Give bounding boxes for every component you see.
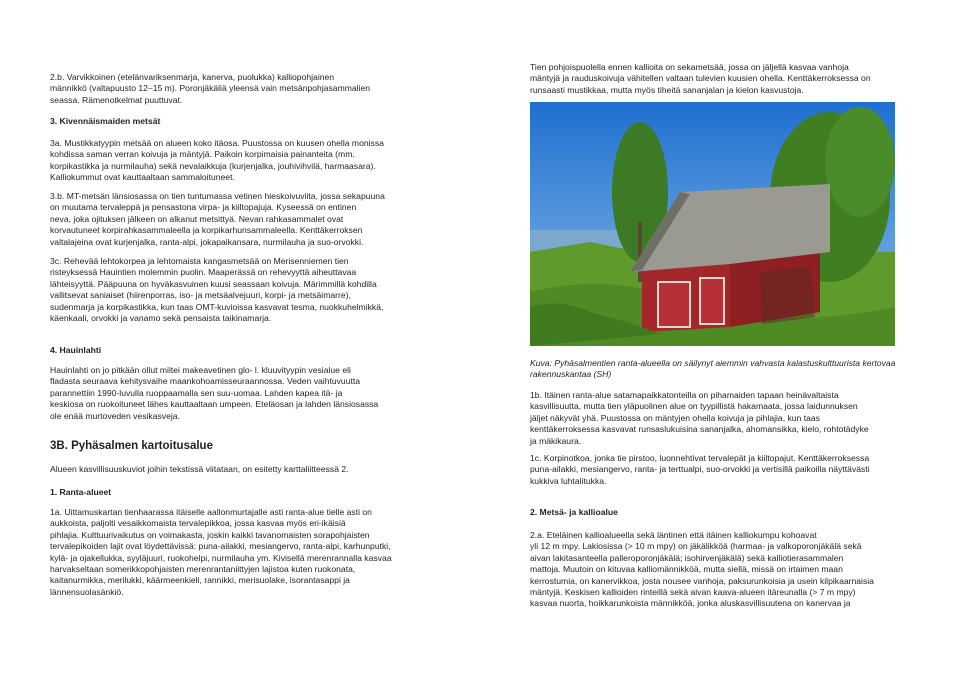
paragraph-3c: 3c. Rehevää lehtokorpea ja lehtomaista kangasmetsää on Merisenniemen tien risteyksessä Hauintien molemmin puolin. Maaperässä on rehevyyttä aiheuttavaa lähteisyyttä. Pääpuuna on hyväkasvuinen kuusi seassaan koivuja. Märimmillä kohdilla vallitsevat saniaiset (hiirenporras, iso- ja metsäalvejuuri, korpi- ja metsäimarre), sudenmarja ja korpikastikka, kun taas OMT-kuvioissa kasvavat tesma, nuokkuhelmikkä, käenkaali, orvokki ja vanamo sekä pensaista taikinamarja. — [50, 256, 384, 324]
paragraph-intro: Alueen kasvillisuuskuviot joihin tekstissä viitataan, on esitetty karttaliitteessä 2. — [50, 464, 349, 474]
paragraph-3b: 3.b. MT-metsän länsiosassa on tien tuntumassa vetinen hieskoivuviita, jossa sekapuuna on muutama tervaleppä ja pensastona virpa- ja kiiltopajuja. Kyseessä on entinen neva, joka ojituksen jälkeen on alkanut metsittyä. Nevan rahkasammalet ovat korvautuneet korpirahkasammaleella ja korpikarhunsammaleella. Kenttäkerroksen valtalajeina ovat kurjenjalka, ranta-alpi, jokapaikansara, nurmilauha ja suo-orvokki. — [50, 191, 385, 247]
paragraph-1c: 1c. Korpinotkoa, jonka tie pirstoo, luonnehtivat tervalepät ja kiiltopajut. Kenttäkerroksessa puna-ailakki, mesiangervo, ranta- ja terttualpi, suo-orvokki ja vertisillä paikoilla näyttävästi kukkiva luhtalitukka. — [530, 453, 870, 486]
paragraph-top: Tien pohjoispuolella ennen kallioita on sekametsää, jossa on jäljellä kasvaa vanhoja mäntyjä ja rauduskoivuja vähitellen valtaan tulevien kuusien ohella. Kenttäkerroksessa on runsaasti mustikkaa, mutta myös tiheitä sananjalan ja kielon kasvustoja. — [530, 62, 871, 95]
heading-hauinlahti: 4. Hauinlahti — [50, 345, 102, 355]
paragraph-3a: 3a. Mustikkatyypin metsää on alueen koko itäosa. Puustossa on kuusen ohella monissa kohdissa saman verran koivuja ja mäntyjä. Paikoin korpimaisia painanteita (mm. korpikastikka ja nurmilauha) sekä nevalaikkuja (kurjenjalka, jouhivihvilä, harmaasara). Kalliokummut ovat kauttaaltaan sammaloituneet. — [50, 138, 384, 183]
photo-caption: Kuva: Pyhäsalmentien ranta-alueella on säilynyt aiemmin vahvasta kalastuskulttuurista kertovaa rakennuskantaa (SH) — [530, 358, 896, 380]
boathouse-photo — [530, 102, 895, 346]
paragraph-1b: 1b. Itäinen ranta-alue satamapaikkatonteilla on pihamaiden tapaan heinävaltaista kasvillisuutta, mutta tien yläpuolinen alue on tyypillistä hakamaata, jossa laidunnuksen jäljet näkyvät yhä. Puustossa on mäntyjen ohella koivuja ja pihlajia, kun taas kenttäkerroksessa kasvavat runsaslukuisina sananjalka, ahomansikka, kielo, rohtotädyke ja mäkikaura. — [530, 390, 869, 446]
paragraph-2b: 2.b. Varvikkoinen (etelänvariksenmarja, kanerva, puolukka) kalliopohjainen männikkö (valtapuusto 12–15 m). Poronjäkäliä yleensä vain metsänpohjasammalien seassa. Rämenotkelmat puuttuvat. — [50, 72, 371, 105]
boathouse-door — [658, 282, 690, 327]
heading-ranta-alueet: 1. Ranta-alueet — [50, 487, 112, 497]
heading-kivennaismaiden-metsat: 3. Kivennäismaiden metsät — [50, 116, 161, 126]
paragraph-1a: 1a. Uittamuskartan tienhaarassa itäiselle aallonmurtajalle asti ranta-alue tielle asti on aukkoista, paljolti vesaikkomaista tervalepikkoa, jossa kasvaa myös eri-ikäisiä pihlajia. Kulttuurivaikutus on voimakasta, joskin kaikki tavanomaisten sorapohjaisten tervalepikoiden lajit ovat löydettävissä: puna-ailakki, mesiangervo, ranta-alpi, karhunputki, kylä- ja ojakellukka, syyläjuuri, ruokohelpi, nurmilauha ym. Kivisellä merenrannalla kasvaa harvakseltaan somerikkopohjaisten merenrantaniittyjen lajistoa kuten ruokonata, kaitanurmikka, merilukki, käärmeenkieli, rannikki, merisuolake, isorantasappi ja lännensuolasänkiö. — [50, 507, 392, 597]
paragraph-hauinlahti: Hauinlahti on jo pitkään ollut miltei makeavetinen glo- l. kluuvityypin vesialue eli fladasta seuraava kehitysvaihe maankohoamisseuraannossa. Veden vaihtuvuutta parannettiin 1990-luvulla ruoppaamalla sen suu-uomaa. Lahden kapea itä- ja keskiosa on ruokoituneet lähes kauttaaltaan umpeen. Eteläosan ja lahden länsiosassa ole enää murtoveden vesikasveja. — [50, 365, 379, 421]
heading-metsa-ja-kallioalue: 2. Metsä- ja kallioalue — [530, 507, 618, 517]
heading-pyhasalmen-kartoitusalue: 3B. Pyhäsalmen kartoitusalue — [50, 440, 213, 452]
paragraph-2a: 2.a. Eteläinen kallioalueella sekä läntinen että itäinen kalliokumpu kohoavat yli 12 m mpy. Lakiosissa (> 10 m mpy) on jäkälikköä (harmaa- ja valkoporonjäkälä sekä aivan lakitasanteella palleroporonjäkälä; isohirvenjäkälä) sekä kalliotierasammalen mattoja. Muutoin on kituvaa kalliomännikköä, mutta siellä, missä on irtaimen maan kerrostumia, on kanervikkoa, josta nousee vanhoja, paksurunkoisia ja usein kilpikaarnaisia mäntyjä. Keskisen kallioiden rinteillä sekä aivan kaava-alueen itäreunalla (> 7 m mpy) kasvaa nuorta, hoikkarunkoista männikköä, jonka aluskasvillisuutena on kanervaa ja — [530, 530, 874, 609]
